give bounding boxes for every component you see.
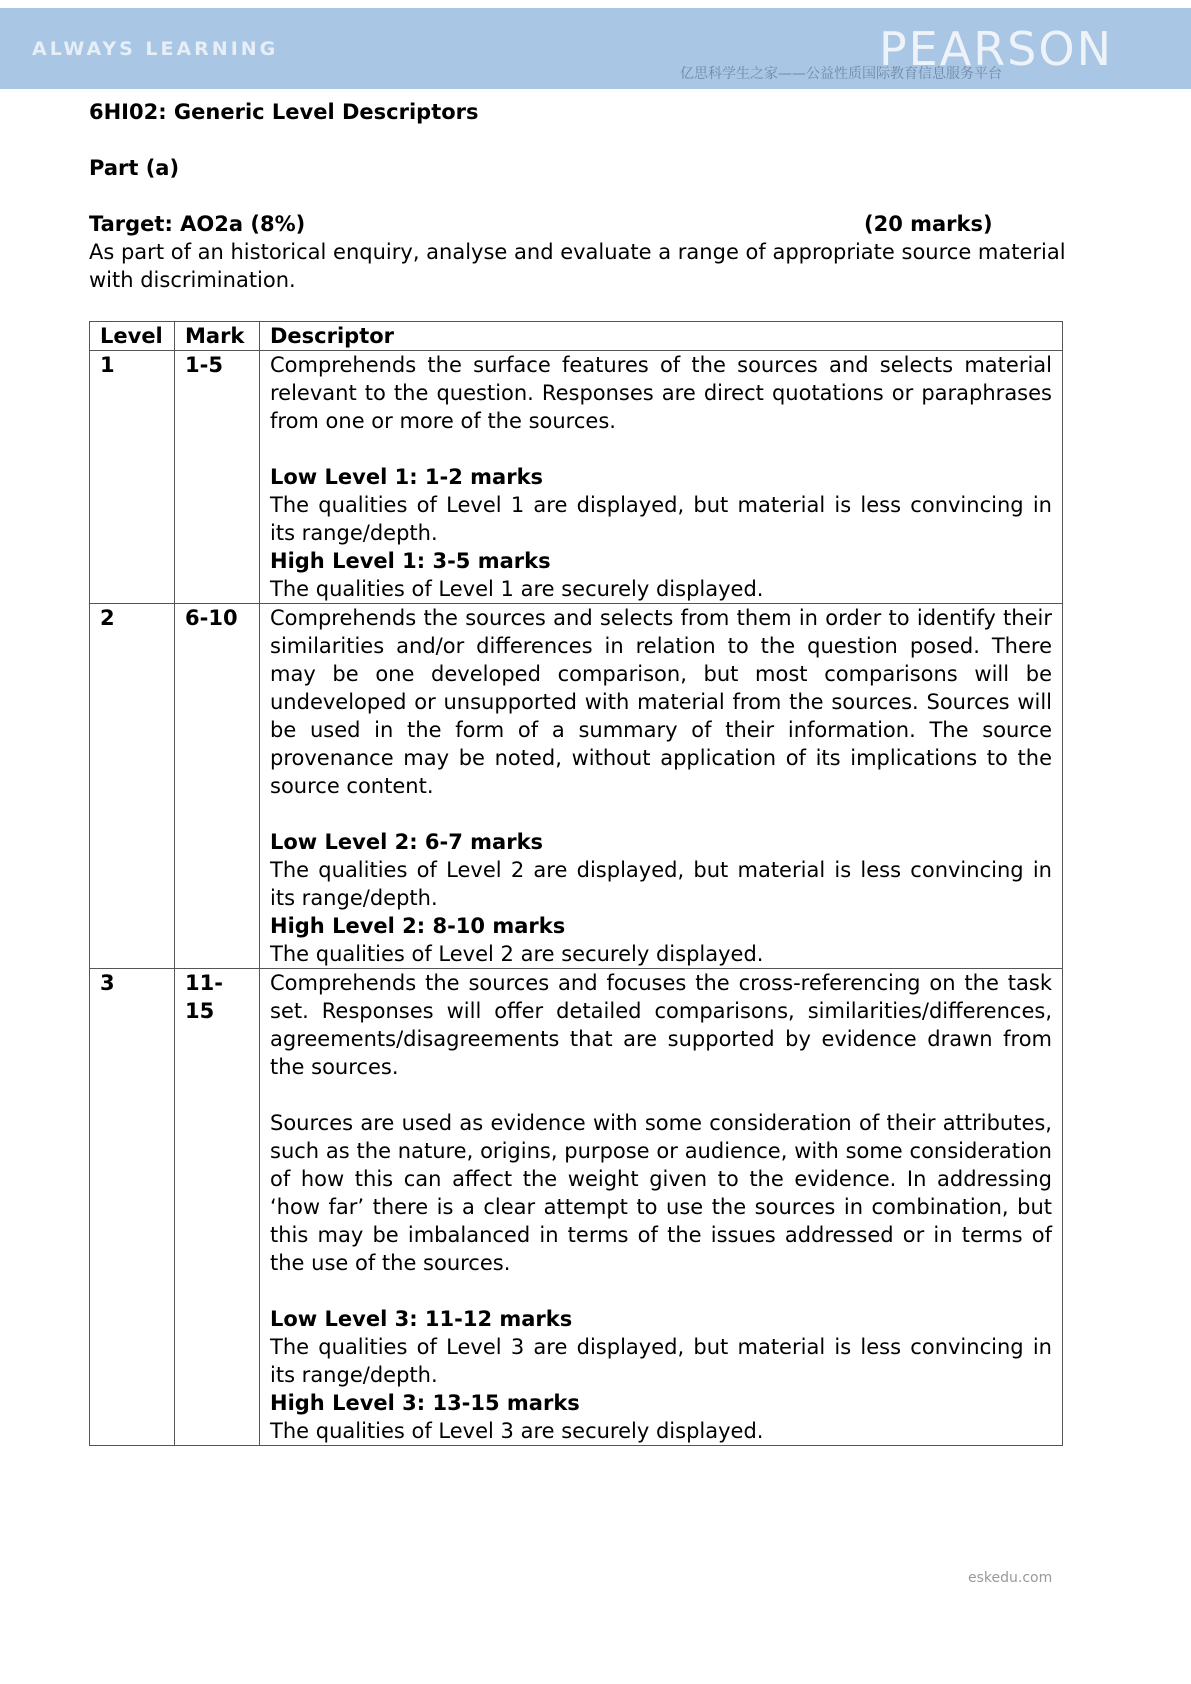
descriptor-paragraph: Comprehends the sources and focuses the cross-referencing on the task set. Responses will offer detailed comparisons, similarities/differences, agreements/disagreements that are supported by evidence drawn from the sources. — [270, 971, 1052, 1079]
mark-cell: 11-15 — [175, 969, 260, 1446]
descriptor-paragraph: Comprehends the surface features of the sources and selects material relevant to the question. Responses are direct quotations or paraphrases from one or more of the sources. — [270, 353, 1052, 433]
header-mark: Mark — [175, 322, 260, 351]
high-level-text: The qualities of Level 1 are securely displayed. — [270, 577, 764, 601]
low-level-title: Low Level 2: 6-7 marks — [270, 830, 544, 854]
table-header-row — [90, 322, 1063, 351]
descriptor-paragraph: Comprehends the sources and selects from them in order to identify their similarities and/or differences in relation to the question posed. There may be one developed comparison, but most comparisons will be undeveloped or unsupported with material from the sources. Sources will be used in the form of a summary of their information. The source provenance may be noted, without application of its implications to the source content. — [270, 606, 1052, 798]
header-descriptor: Descriptor — [260, 322, 1063, 351]
level-cell: 1 — [90, 351, 175, 604]
header-banner — [0, 8, 1191, 89]
low-level-title: Low Level 1: 1-2 marks — [270, 465, 544, 489]
total-marks: (20 marks) — [864, 212, 993, 236]
low-level-text: The qualities of Level 2 are displayed, but material is less convincing in its range/depth. — [270, 858, 1052, 910]
table-row — [90, 969, 1063, 1446]
level-cell: 3 — [90, 969, 175, 1446]
footer-site: eskedu.com — [968, 1570, 1053, 1586]
high-level-text: The qualities of Level 2 are securely displayed. — [270, 942, 764, 966]
banner-subtitle: 亿思科学生之家——公益性质国际教育信息服务平台 — [680, 66, 1002, 82]
part-heading: Part (a) — [89, 156, 180, 180]
tagline: ALWAYS LEARNING — [32, 38, 279, 60]
descriptor-cell — [260, 969, 1063, 1446]
mark-cell: 1-5 — [175, 351, 260, 604]
low-level-title: Low Level 3: 11-12 marks — [270, 1307, 573, 1331]
high-level-title: High Level 2: 8-10 marks — [270, 914, 566, 938]
intro-text: As part of an historical enquiry, analyse and evaluate a range of appropriate source material with discrimination. — [89, 240, 1066, 292]
header-level: Level — [90, 322, 175, 351]
low-level-text: The qualities of Level 1 are displayed, but material is less convincing in its range/depth. — [270, 493, 1052, 545]
descriptor-cell — [260, 604, 1063, 969]
low-level-text: The qualities of Level 3 are displayed, but material is less convincing in its range/depth. — [270, 1335, 1052, 1387]
pearson-logo: PEARSON — [878, 22, 1113, 76]
table-row — [90, 604, 1063, 969]
target-heading: Target: AO2a (8%) — [89, 212, 306, 236]
descriptor-paragraph: Sources are used as evidence with some consideration of their attributes, such as the nature, origins, purpose or audience, with some consideration of how this can affect the weight given to the evidence. In addressing ‘how far’ there is a clear attempt to use the sources in combination, but this may be imbalanced in terms of the issues addressed or in terms of the use of the sources. — [270, 1111, 1052, 1275]
document-title: 6HI02: Generic Level Descriptors — [89, 100, 479, 124]
level-descriptor-table — [89, 321, 1063, 1446]
level-cell: 2 — [90, 604, 175, 969]
mark-cell: 6-10 — [175, 604, 260, 969]
table-row — [90, 351, 1063, 604]
high-level-title: High Level 1: 3-5 marks — [270, 549, 551, 573]
high-level-text: The qualities of Level 3 are securely displayed. — [270, 1419, 764, 1443]
high-level-title: High Level 3: 13-15 marks — [270, 1391, 580, 1415]
descriptor-cell — [260, 351, 1063, 604]
